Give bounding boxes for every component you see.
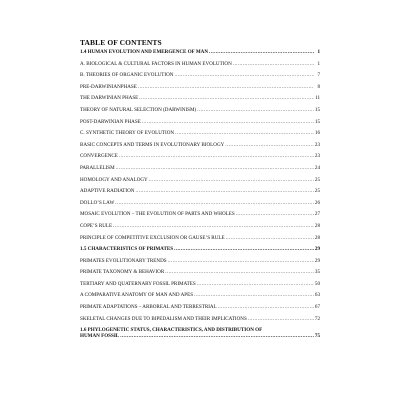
toc-page-number: 50 <box>314 280 320 287</box>
toc-entry-label: DOLLO’S LAW <box>80 199 115 206</box>
toc-entry[interactable] <box>80 130 320 136</box>
dot-leader <box>194 292 314 298</box>
toc-entry-label-line2: HUMAN FOSSIL <box>80 333 120 340</box>
toc-page-number: 29 <box>314 246 320 253</box>
toc-entry[interactable] <box>80 235 320 241</box>
toc-section-heading[interactable] <box>80 246 320 252</box>
dot-leader <box>197 107 314 113</box>
toc-entry[interactable] <box>80 119 320 125</box>
toc-entry-label: CONVERGENCE <box>80 153 118 160</box>
toc-entry[interactable] <box>80 95 320 101</box>
toc-entry-label: 1.4 HUMAN EVOLUTION AND EMERGENCE OF MAN <box>80 49 209 55</box>
toc-entry-label: PRIMATE ADAPTATIONS – ARBOREAL AND TERRESTRIAL <box>80 304 217 311</box>
toc-page-number: 28 <box>314 222 320 229</box>
toc-entry[interactable] <box>80 269 320 275</box>
toc-page-number: 75 <box>314 333 320 340</box>
dot-leader <box>218 304 314 310</box>
toc-heading: TABLE OF CONTENTS <box>80 38 162 47</box>
dot-leader <box>138 84 314 90</box>
toc-entry[interactable] <box>80 142 320 148</box>
dot-leader <box>142 119 314 125</box>
toc-entry[interactable] <box>80 165 320 171</box>
toc-entry-label: A. BIOLOGICAL & CULTURAL FACTORS IN HUMAN EVOLUTION <box>80 60 232 67</box>
toc-entry-label: PRE-DARWINIANPHASE <box>80 83 137 90</box>
toc-entry-label: BASIC CONCEPTS AND TERMS IN EVOLUTIONARY BIOLOGY <box>80 141 225 148</box>
toc-entry-label: POST-DARWINIAN PHASE <box>80 118 141 125</box>
toc-entry[interactable] <box>80 281 320 287</box>
toc-entry-label: THEORY OF NATURAL SELECTION (DARWINISM) <box>80 106 197 113</box>
toc-section-heading[interactable] <box>80 327 320 339</box>
toc-entry-label: THE DARWINIAN PHASE <box>80 95 139 102</box>
toc-entry-label: 1.5 CHARACTERISTICS OF PRIMATES <box>80 246 174 253</box>
toc-entry-label: C. SYNTHETIC THEORY OF EVOLUTION <box>80 130 175 137</box>
toc-page-number: 15 <box>314 118 320 125</box>
toc-entry[interactable] <box>80 153 320 159</box>
dot-leader <box>113 223 314 229</box>
toc-entry-label: MOSAIC EVOLUTION – THE EVOLUTION OF PARTS AND WHOLES <box>80 211 235 218</box>
toc-entry[interactable] <box>80 61 320 67</box>
toc-page-number: 16 <box>314 130 320 137</box>
toc-entry[interactable] <box>80 200 320 206</box>
toc-page-number: 26 <box>314 199 320 206</box>
toc-entry-label: A COMPARATIVE ANATOMY OF MAN AND APES <box>80 292 194 299</box>
dot-leader <box>115 200 314 206</box>
toc-entry-line2 <box>80 333 320 339</box>
toc-entry[interactable] <box>80 188 320 194</box>
dot-leader <box>135 188 313 194</box>
toc-page-number: 35 <box>314 269 320 276</box>
toc-entry[interactable] <box>80 292 320 298</box>
dot-leader <box>226 235 314 241</box>
toc-page-number: 8 <box>317 83 320 90</box>
toc-page-number: 25 <box>314 176 320 183</box>
dot-leader <box>119 153 314 159</box>
toc-entry-label: SKELETAL CHANGES DUE TO BIPEDALISM AND THEIR IMPLICATIONS <box>80 315 247 322</box>
toc-entry[interactable] <box>80 84 320 90</box>
dot-leader <box>116 165 314 171</box>
dot-leader <box>174 246 314 252</box>
toc-entry[interactable] <box>80 223 320 229</box>
dot-leader <box>209 49 314 55</box>
toc-entry[interactable] <box>80 72 320 78</box>
toc-page-number: 24 <box>314 164 320 171</box>
dot-leader <box>233 61 314 67</box>
toc-page-number: 29 <box>314 257 320 264</box>
toc-entry-label: COPE’S RULE <box>80 222 113 229</box>
toc-page-number: 23 <box>314 153 320 160</box>
toc-entry-label: PARALLELISM <box>80 164 115 171</box>
toc-entry-label: TERTIARY AND QUATERNARY FOSSIL PRIMATES <box>80 280 196 287</box>
toc-page-number: 1 <box>317 49 320 55</box>
dot-leader <box>120 333 314 339</box>
toc-page-number: 25 <box>314 188 320 195</box>
toc-entry[interactable] <box>80 177 320 183</box>
toc-entry[interactable] <box>80 304 320 310</box>
toc-entry-label: PRINCIPLE OF COMPETITIVE EXCLUSION OR GAUSE’S RULE <box>80 234 225 241</box>
toc-page-number: 67 <box>314 304 320 311</box>
toc-page-number: 1 <box>317 60 320 67</box>
dot-leader <box>174 72 314 78</box>
toc-page-number: 15 <box>314 106 320 113</box>
toc-entry[interactable] <box>80 211 320 217</box>
toc-list <box>80 49 320 343</box>
toc-entry[interactable] <box>80 316 320 322</box>
dot-leader <box>165 269 314 275</box>
toc-section-heading[interactable] <box>80 49 320 55</box>
dot-leader <box>248 316 314 322</box>
dot-leader <box>149 177 314 183</box>
toc-entry-label-line1: 1.6 PHYLOGENETIC STATUS, CHARACTERISTICS, AND DISTRIBUTION OF <box>80 327 263 334</box>
dot-leader <box>168 258 314 264</box>
dot-leader <box>139 95 314 101</box>
dot-leader <box>225 142 314 148</box>
toc-entry[interactable] <box>80 258 320 264</box>
toc-entry[interactable] <box>80 107 320 113</box>
toc-page-number: 11 <box>315 95 320 102</box>
dot-leader <box>197 281 314 287</box>
toc-page-number: 72 <box>314 315 320 322</box>
toc-page-number: 7 <box>317 72 320 79</box>
toc-entry-label: PRIMATE TAXONOMY & BEHAVIOR <box>80 269 165 276</box>
toc-page-number: 23 <box>314 141 320 148</box>
toc-entry-label: PRIMATES EVOLUTIONARY TRENDS <box>80 257 167 264</box>
dot-leader <box>175 130 314 136</box>
toc-page-number: 27 <box>314 211 320 218</box>
toc-entry-label: ADAPTIVE RADIATION <box>80 188 135 195</box>
dot-leader <box>236 211 314 217</box>
toc-entry-label: B. THEORIES OF ORGANIC EVOLUTION <box>80 72 174 79</box>
toc-entry-label: HOMOLOGY AND ANALOGY <box>80 176 148 183</box>
toc-page-number: 63 <box>314 292 320 299</box>
toc-page-number: 28 <box>314 234 320 241</box>
